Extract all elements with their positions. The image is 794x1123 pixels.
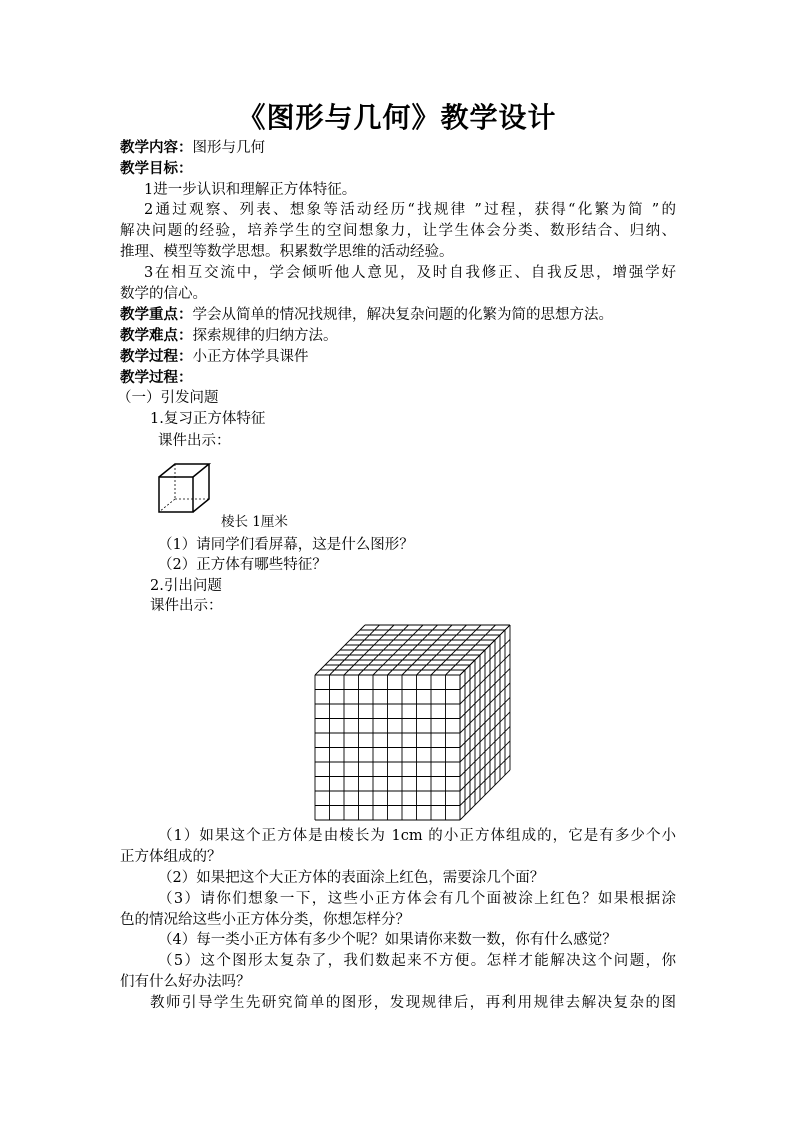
courseware-show-2 bbox=[150, 596, 706, 616]
line-text: 3在相互交流中，学会倾听他人意见，及时自我修正、自我反思，增强学好 bbox=[144, 265, 676, 281]
process-heading bbox=[120, 368, 676, 388]
line-text: （4）每一类小正方体有多少个呢？如果请你来数一数，你有什么感觉？ bbox=[158, 932, 617, 948]
teaching-content-line bbox=[120, 138, 676, 158]
line-text: （2）如果把这个大正方体的表面涂上红色，需要涂几个面？ bbox=[158, 870, 545, 886]
line-text: 数学的信心。 bbox=[120, 286, 207, 302]
line-text: 图形与几何 bbox=[192, 140, 265, 156]
line-text: 棱长 1厘米 bbox=[221, 514, 288, 530]
line-text: 们有什么好办法吗？ bbox=[120, 974, 251, 990]
small-cube-figure bbox=[155, 460, 215, 516]
goal-2-line-1 bbox=[144, 200, 676, 220]
line-text: （一）引发问题 bbox=[117, 390, 219, 406]
line-text: 解决问题的经验，培养学生的空间想象力，让学生体会分类、数形结合、归纳、 bbox=[120, 223, 676, 239]
cube-grid-lines bbox=[315, 625, 510, 820]
goal-2-line-2 bbox=[120, 221, 676, 241]
goal-2-line-3 bbox=[120, 242, 676, 262]
line-text: （2）正方体有哪些特征？ bbox=[158, 557, 327, 573]
question-1 bbox=[158, 535, 714, 555]
line-label: 教学难点： bbox=[120, 327, 193, 344]
line-text: 探索规律的归纳方法。 bbox=[192, 328, 338, 344]
problem-2 bbox=[158, 868, 714, 888]
problem-3-line-2 bbox=[120, 910, 676, 930]
document-title: 《图形与几何》教学设计 bbox=[237, 101, 557, 134]
step-1-heading bbox=[150, 409, 706, 429]
line-text: （1）请同学们看屏幕，这是什么图形？ bbox=[158, 537, 414, 553]
goal-1 bbox=[144, 180, 676, 200]
line-text: 2通过观察、列表、想象等活动经历“找规律 ”过程，获得“化繁为简 ”的 bbox=[144, 202, 676, 218]
line-text: 推理、模型等数学思想。积累数学思维的活动经验。 bbox=[120, 244, 454, 260]
courseware-show-1 bbox=[158, 431, 714, 451]
line-text: 课件出示： bbox=[158, 433, 231, 449]
key-points-line bbox=[120, 305, 676, 325]
line-label: 教学重点： bbox=[120, 306, 193, 323]
line-label: 教学过程： bbox=[120, 348, 193, 365]
large-grid-cube-figure bbox=[305, 615, 520, 825]
line-text: （3）请你们想象一下，这些小正方体会有几个面被涂上红色？如果根据涂 bbox=[158, 891, 676, 907]
line-text: 小正方体学具课件 bbox=[192, 349, 309, 365]
step-2-heading bbox=[150, 576, 706, 596]
line-text: 课件出示： bbox=[150, 598, 223, 614]
line-text: 色的情况给这些小正方体分类，你想怎样分？ bbox=[120, 912, 410, 928]
edge-length-caption bbox=[221, 512, 421, 532]
problem-1-line-2 bbox=[120, 847, 676, 867]
goal-3-line-2 bbox=[120, 284, 676, 304]
teacher-guidance-line bbox=[150, 993, 676, 1013]
difficulties-line bbox=[120, 326, 676, 346]
problem-5-line-2 bbox=[120, 972, 676, 992]
question-2 bbox=[158, 555, 714, 575]
line-text: 1进一步认识和理解正方体特征。 bbox=[144, 182, 357, 198]
line-text: 2.引出问题 bbox=[150, 578, 222, 594]
problem-1-line-1 bbox=[158, 826, 676, 846]
problem-4 bbox=[158, 930, 714, 950]
line-text: 教师引导学生先研究简单的图形，发现规律后，再利用规律去解决复杂的图 bbox=[150, 995, 676, 1011]
teaching-goals-heading bbox=[120, 159, 676, 179]
line-label: 教学内容： bbox=[120, 139, 193, 156]
line-text: （5）这个图形太复杂了，我们数起来不方便。怎样才能解决这个问题，你 bbox=[158, 953, 676, 969]
problem-3-line-1 bbox=[158, 889, 676, 909]
section-1-heading bbox=[117, 388, 673, 408]
problem-5-line-1 bbox=[158, 951, 676, 971]
process-prep-line bbox=[120, 347, 676, 367]
line-label: 教学目标： bbox=[120, 160, 193, 177]
line-text: （1）如果这个正方体是由棱长为 1cm 的小正方体组成的，它是有多少个小 bbox=[158, 828, 676, 844]
line-text: 1.复习正方体特征 bbox=[150, 411, 266, 427]
line-text: 学会从简单的情况找规律，解决复杂问题的化繁为简的思想方法。 bbox=[192, 307, 613, 323]
goal-3-line-1 bbox=[144, 263, 676, 283]
line-label: 教学过程： bbox=[120, 369, 193, 386]
line-text: 正方体组成的？ bbox=[120, 849, 222, 865]
